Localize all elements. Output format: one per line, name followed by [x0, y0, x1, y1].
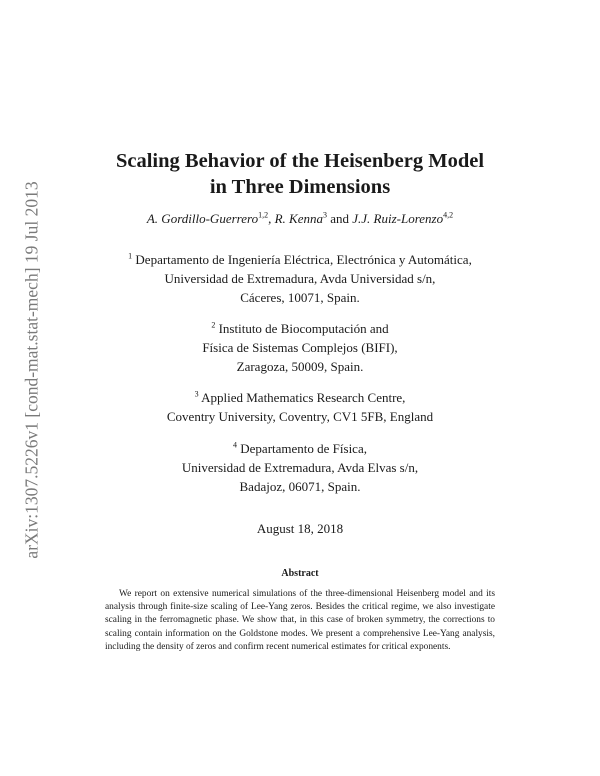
author-affiliation-mark: 1,2 — [258, 210, 269, 220]
abstract-text: We report on extensive numerical simulations of the three-dimensional Heisenberg model and its analysis through finite-size scaling of Lee-Yang zeros. Besides the critical regime, we also investigate scaling in the ferromagnetic phase. We show that, in this case of broken symmetry, the corrections to scaling contain information on the Goldstone modes. We present a comprehensive Lee-Yang analysis, including the density of zeros and confirm recent numerical estimates for critical exponents. — [105, 589, 495, 652]
affiliation-line: Zaragoza, 50009, Spain. — [236, 359, 364, 374]
affiliation-line: Departamento de Ingeniería Eléctrica, Electrónica y Automática, — [135, 252, 472, 267]
author-separator: and — [326, 211, 353, 226]
affiliation-3 — [60, 388, 540, 426]
affiliation-mark: 3 — [194, 389, 199, 399]
author-name: R. Kenna — [274, 211, 323, 226]
affiliation-line: Física de Sistemas Complejos (BIFI), — [202, 340, 398, 355]
author-name: J.J. Ruiz-Lorenzo — [352, 211, 444, 226]
affiliation-line: Universidad de Extremadura, Avda Elvas s/n, — [181, 460, 419, 475]
affiliation-4 — [60, 439, 540, 496]
author-affiliation-mark: 3 — [322, 210, 327, 220]
title-line-1: Scaling Behavior of the Heisenberg Model — [115, 150, 485, 172]
affiliation-mark: 2 — [211, 320, 216, 330]
affiliation-2 — [60, 319, 540, 376]
paper-date: August 18, 2018 — [256, 521, 344, 536]
affiliation-line: Departamento de Física, — [240, 441, 367, 456]
author-name: A. Gordillo-Guerrero — [146, 211, 259, 226]
affiliation-mark: 4 — [233, 440, 238, 450]
title-line-2: in Three Dimensions — [209, 176, 391, 198]
author-affiliation-mark: 4,2 — [443, 210, 454, 220]
affiliation-line: Applied Mathematics Research Centre, — [201, 390, 406, 405]
affiliation-line: Coventry University, Coventry, CV1 5FB, England — [166, 409, 434, 424]
arxiv-identifier-stamp — [22, 150, 42, 590]
affiliation-1 — [60, 250, 540, 307]
abstract-heading: Abstract — [281, 568, 319, 579]
affiliation-line: Universidad de Extremadura, Avda Universidad s/n, — [164, 271, 436, 286]
affiliation-line: Cáceres, 10071, Spain. — [240, 290, 360, 305]
author-separator: , — [268, 211, 275, 226]
arxiv-identifier-text: arXiv:1307.5226v1 [cond-mat.stat-mech] 19 Jul 2013 — [21, 181, 42, 559]
affiliation-line: Badajoz, 06071, Spain. — [239, 479, 361, 494]
paper-title — [60, 148, 540, 200]
affiliation-mark: 1 — [128, 251, 133, 261]
author-list — [60, 211, 540, 227]
affiliation-line: Instituto de Biocomputación and — [218, 321, 389, 336]
